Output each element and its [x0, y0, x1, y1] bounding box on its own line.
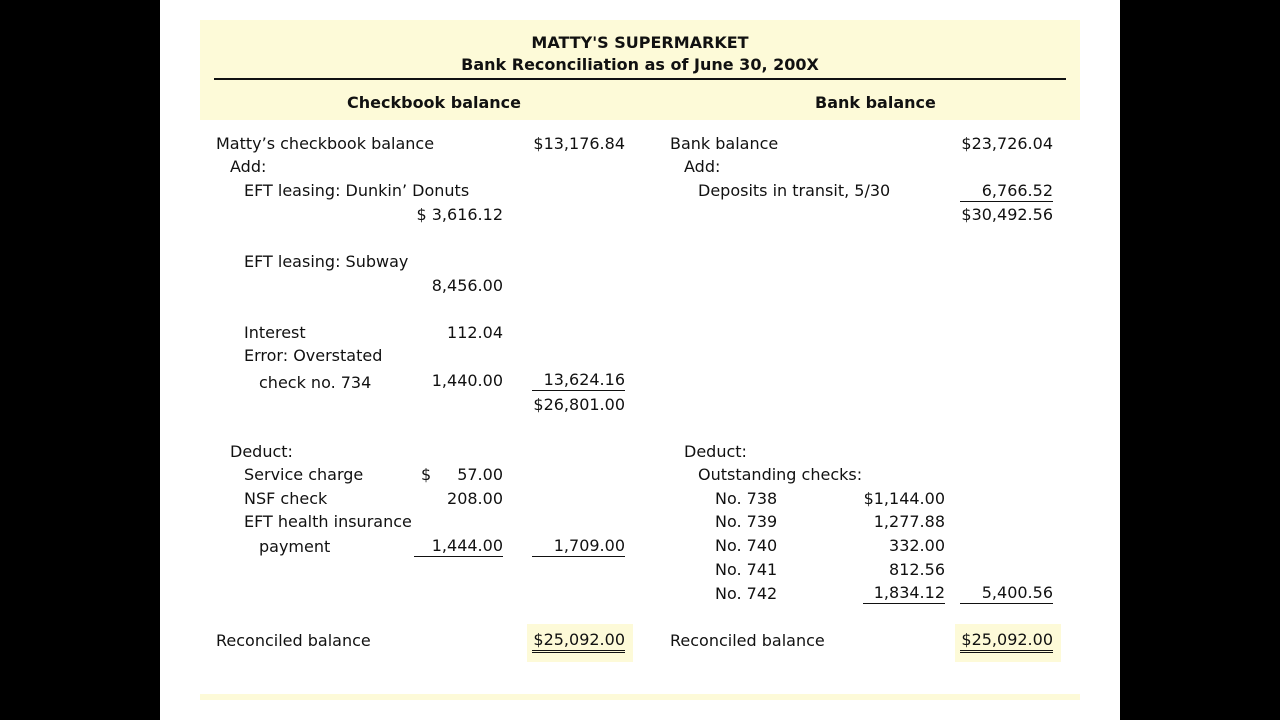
bank-deduct-total: 5,400.56 [960, 583, 1053, 604]
document-title: MATTY'S SUPERMARKET [531, 33, 749, 52]
deposits-amount: 6,766.52 [960, 181, 1053, 202]
check-amount: 1,277.88 [873, 512, 945, 531]
check-amount: 1,834.12 [863, 583, 945, 604]
document-page [160, 0, 1120, 720]
nsf-check-label: NSF check [244, 489, 328, 508]
check-number: No. 739 [715, 512, 778, 531]
bank-deduct-label: Deduct: [684, 442, 747, 461]
checkbook-deduct-label: Deduct: [230, 442, 293, 461]
checkbook-heading: Checkbook balance [347, 93, 522, 112]
error-sub-label: check no. 734 [259, 373, 372, 392]
check-number: No. 740 [715, 536, 778, 555]
check-amount: 332.00 [889, 536, 945, 555]
outstanding-checks-label: Outstanding checks: [698, 465, 863, 484]
checkbook-reconciled-label: Reconciled balance [216, 631, 371, 650]
interest-amount: 112.04 [447, 323, 503, 342]
service-charge-label: Service charge [244, 465, 364, 484]
eft-health-sub-label: payment [259, 537, 331, 556]
checkbook-reconciled-amount: $25,092.00 [532, 630, 625, 653]
bank-heading: Bank balance [815, 93, 936, 112]
eft-health-amount: 1,444.00 [414, 536, 503, 557]
check-amount: $1,144.00 [863, 489, 945, 508]
error-amount: 1,440.00 [431, 371, 503, 390]
bank-subtotal: $30,492.56 [961, 205, 1053, 224]
deposits-label: Deposits in transit, 5/30 [698, 181, 891, 200]
document-subtitle: Bank Reconciliation as of June 30, 200X [461, 55, 819, 74]
interest-label: Interest [244, 323, 306, 342]
bank-start-amount: $23,726.04 [961, 134, 1053, 153]
check-amount: 812.56 [889, 560, 945, 579]
bank-reconciled-amount: $25,092.00 [960, 630, 1053, 653]
eft-subway-amount: 8,456.00 [431, 276, 503, 295]
bottom-band [200, 694, 1080, 700]
eft-dunkin-label: EFT leasing: Dunkin’ Donuts [244, 181, 470, 200]
check-number: No. 738 [715, 489, 778, 508]
check-number: No. 742 [715, 584, 778, 603]
header-rule [214, 78, 1066, 80]
checkbook-subtotal: $26,801.00 [533, 395, 625, 414]
eft-subway-label: EFT leasing: Subway [244, 252, 409, 271]
checkbook-start-amount: $13,176.84 [533, 134, 625, 153]
error-label: Error: Overstated [244, 346, 383, 365]
eft-health-label: EFT health insurance [244, 512, 412, 531]
nsf-check-amount: 208.00 [447, 489, 503, 508]
checkbook-start-label: Matty’s checkbook balance [216, 134, 435, 153]
eft-dunkin-amount: $ 3,616.12 [416, 205, 503, 224]
bank-reconciled-label: Reconciled balance [670, 631, 825, 650]
checkbook-add-total: 13,624.16 [532, 370, 625, 391]
service-charge-dollar: $ [421, 465, 432, 484]
checkbook-deduct-total: 1,709.00 [532, 536, 625, 557]
check-number: No. 741 [715, 560, 778, 579]
bank-start-label: Bank balance [670, 134, 779, 153]
bank-add-label: Add: [684, 157, 721, 176]
checkbook-add-label: Add: [230, 157, 267, 176]
service-charge-amount: 57.00 [457, 465, 503, 484]
